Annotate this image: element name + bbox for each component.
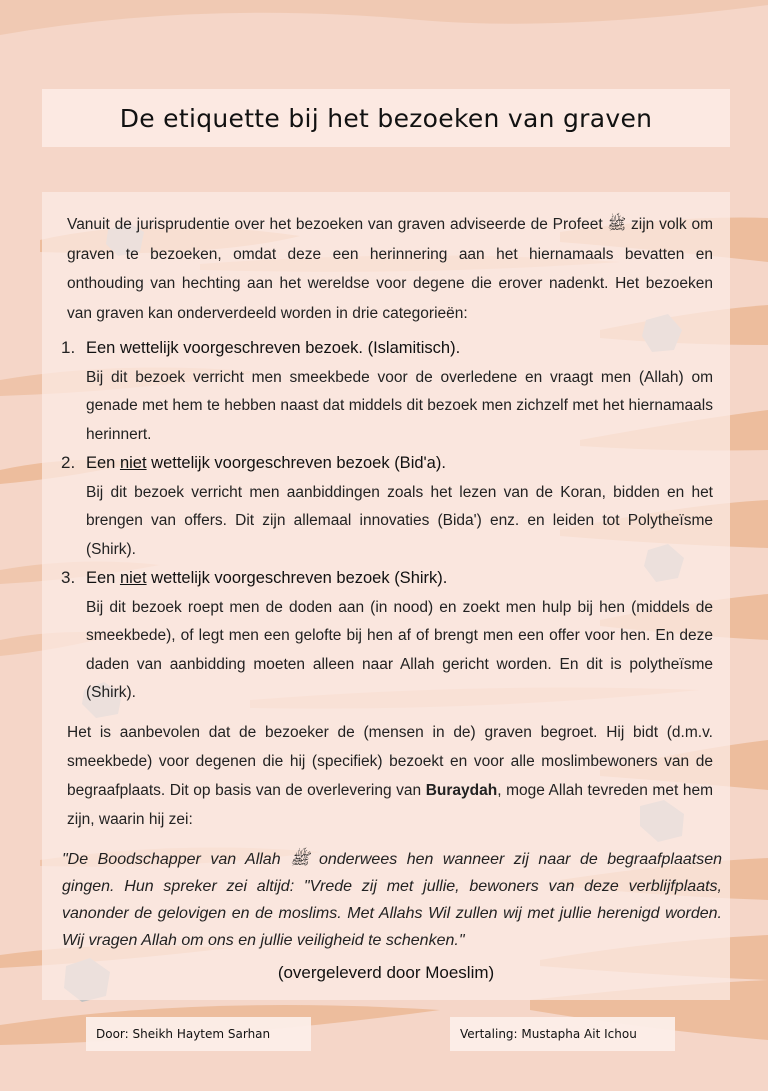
- page-title: De etiquette bij het bezoeken van graven: [119, 103, 653, 133]
- category-heading-post: wettelijk voorgeschreven bezoek (Bid'a).: [146, 454, 446, 472]
- translator-text: Vertaling: Mustapha Ait Ichou: [460, 1027, 637, 1041]
- author-credit: [86, 1017, 311, 1051]
- category-heading-post: wettelijk voorgeschreven bezoek (Shirk).: [146, 569, 448, 587]
- category-heading: Een wettelijk voorgeschreven bezoek. (Islamitisch).: [86, 339, 461, 357]
- category-number: 2.: [61, 453, 76, 472]
- category-item-2: [61, 449, 713, 564]
- category-number: 3.: [61, 568, 76, 587]
- title-banner: [42, 89, 730, 147]
- category-number: 1.: [61, 338, 76, 357]
- category-description: Bij dit bezoek verricht men smeekbede voor de overledene en vraagt men (Allah) om genade met hem te hebben naast dat middels dit bezoek men zichzelf met het hiernamaals herinnert.: [86, 368, 713, 443]
- category-list: [61, 334, 713, 708]
- category-item-3: [61, 564, 713, 708]
- translator-credit: [450, 1017, 675, 1051]
- hadith-quote: "De Boodschapper van Allah ﷺ onderwees hen wanneer zij naar de begraafplaatsen gingen. Hun spreker zei altijd: "Vrede zij met jullie, bewoners van deze verblijfplaats, vanonder de gelovigen en de moslims. Met Allahs Wil zullen wij met jullie herenigd worden. Wij vragen Allah om ons en jullie veiligheid te schenken.": [62, 851, 722, 949]
- hadith-source: (overgeleverd door Moeslim): [277, 963, 495, 982]
- category-item-1: [61, 334, 713, 449]
- category-heading-underlined: niet: [119, 569, 147, 587]
- category-heading-pre: Een: [86, 454, 120, 472]
- category-description: Bij dit bezoek verricht men aanbiddingen zoals het lezen van de Koran, bidden en het brengen van offers. Dit zijn allemaal innovaties (Bida') enz. en leiden tot Polytheïsme (Shirk).: [86, 483, 713, 558]
- intro-paragraph: Vanuit de jurisprudentie over het bezoeken van graven adviseerde de Profeet ﷺ zijn volk om graven te bezoeken, omdat deze een herinnering aan het hiernamaals bevatten en onthouding van hechting aan het wereldse voor degene die erover nadenkt. Het bezoeken van graven kan onderverdeeld worden in drie categorieën:: [67, 216, 713, 322]
- greeting-text-after: , moge Allah tevreden met hem zijn, waarin hij zei:: [67, 781, 713, 828]
- category-description: Bij dit bezoek roept men de doden aan (in nood) en zoekt men hulp bij hen (middels de smeekbede), of legt men een gelofte bij hen af of brengt men een offer voor hen. En deze daden van aanbidding moeten alleen naar Allah gericht worden. En dit is polytheïsme (Shirk).: [86, 598, 713, 701]
- category-heading-pre: Een: [86, 569, 120, 587]
- narrator-name: Buraydah: [425, 781, 498, 799]
- main-content: [61, 210, 713, 834]
- category-heading-underlined: niet: [119, 454, 147, 472]
- greeting-text-before: Het is aanbevolen dat de bezoeker de (mensen in de) graven begroet. Hij bidt (d.m.v. smeekbede) voor degenen die hij (specifiek) bezoekt en voor alle moslimbewoners van de begraafplaats. Dit op basis van de overlevering van: [67, 723, 713, 799]
- category-heading: [86, 454, 446, 472]
- author-text: Door: Sheikh Haytem Sarhan: [96, 1027, 271, 1041]
- category-heading: [86, 569, 447, 587]
- greeting-paragraph: [67, 718, 713, 834]
